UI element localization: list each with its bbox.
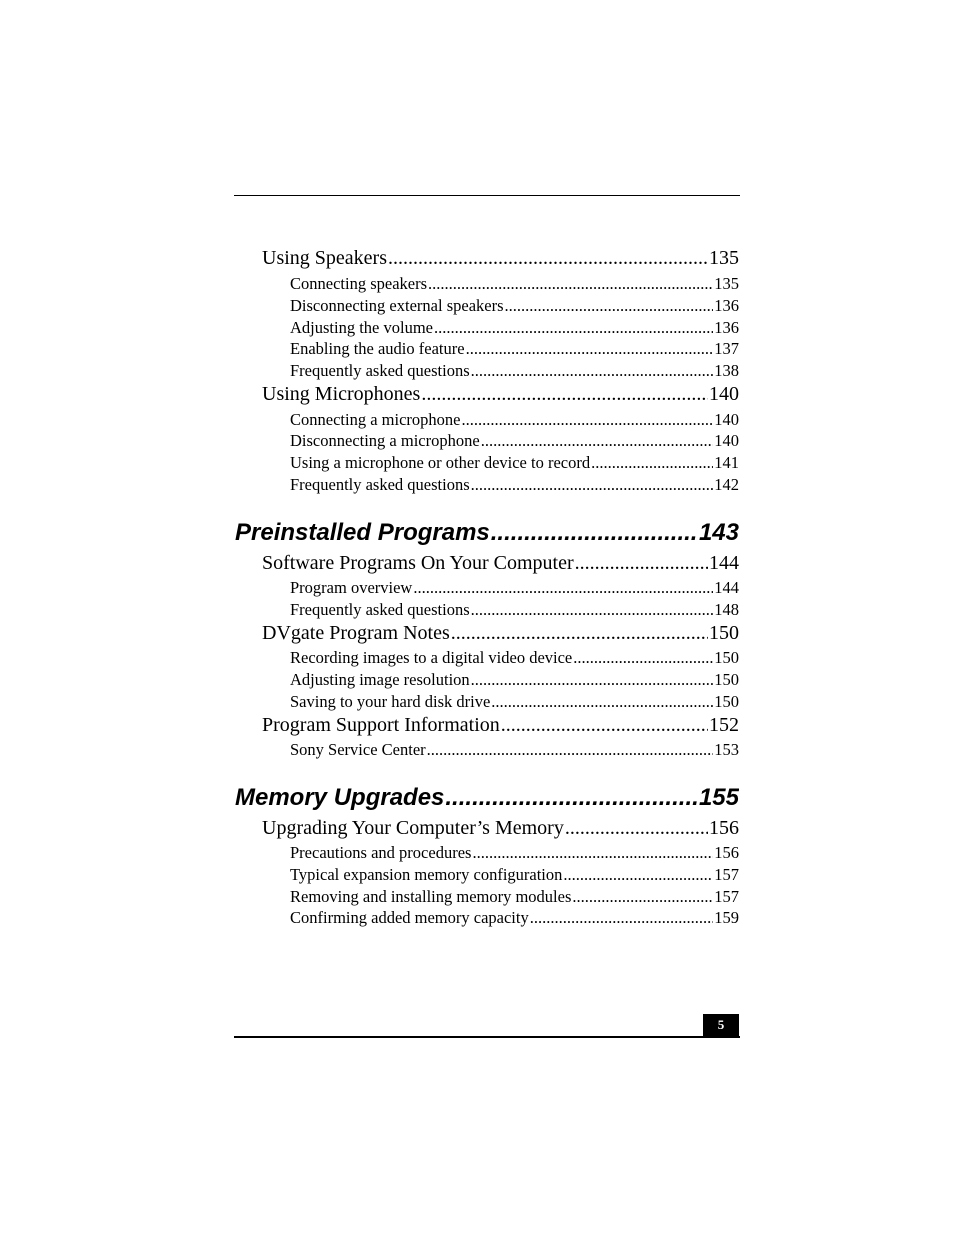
dot-leader bbox=[481, 430, 714, 451]
toc-entry-section[interactable] bbox=[262, 816, 739, 840]
dot-leader bbox=[451, 621, 708, 645]
toc-entry-title: Sony Service Center bbox=[290, 740, 426, 759]
toc-entry-page: 157 bbox=[714, 865, 739, 884]
toc-entry-page: 142 bbox=[714, 475, 739, 494]
toc-entry-subsection[interactable] bbox=[290, 577, 739, 598]
toc-entry-page: 150 bbox=[714, 692, 739, 711]
toc-entry-title: Adjusting image resolution bbox=[290, 670, 470, 689]
toc-entry-subsection[interactable] bbox=[290, 295, 739, 316]
toc-entry-subsection[interactable] bbox=[290, 739, 739, 760]
toc-entry-title: Confirming added memory capacity bbox=[290, 908, 529, 927]
page-number-badge: 5 bbox=[703, 1014, 739, 1036]
toc-entry-page: 150 bbox=[714, 648, 739, 667]
toc-entry-subsection[interactable] bbox=[290, 317, 739, 338]
toc-entry-title: Program Support Information bbox=[262, 714, 500, 736]
dot-leader bbox=[466, 338, 714, 359]
toc-entry-page: 144 bbox=[709, 552, 739, 574]
bottom-rule bbox=[234, 1036, 740, 1038]
dot-leader bbox=[461, 409, 713, 430]
toc-entry-section[interactable] bbox=[262, 246, 739, 270]
dot-leader bbox=[563, 864, 713, 885]
toc-entry-page: 140 bbox=[709, 383, 739, 405]
toc-entry-title: Memory Upgrades bbox=[235, 784, 445, 811]
dot-leader bbox=[501, 713, 708, 737]
toc-entry-title: Enabling the audio feature bbox=[290, 339, 465, 358]
toc-entry-title: Using Speakers bbox=[262, 247, 387, 269]
toc-entry-title: Frequently asked questions bbox=[290, 475, 470, 494]
toc-entry-title: Software Programs On Your Computer bbox=[262, 552, 574, 574]
toc-entry-section[interactable] bbox=[262, 382, 739, 406]
toc-entry-title: Removing and installing memory modules bbox=[290, 887, 572, 906]
toc-entry-page: 148 bbox=[714, 600, 739, 619]
toc-entry-subsection[interactable] bbox=[290, 864, 739, 885]
toc-entry-page: 137 bbox=[714, 339, 739, 358]
dot-leader bbox=[471, 599, 714, 620]
toc-entry-title: Saving to your hard disk drive bbox=[290, 692, 491, 711]
dot-leader bbox=[572, 886, 713, 907]
toc-entry-subsection[interactable] bbox=[290, 360, 739, 381]
toc-entry-title: DVgate Program Notes bbox=[262, 622, 450, 644]
toc-entry-section[interactable] bbox=[262, 551, 739, 575]
toc-entry-page: 150 bbox=[714, 670, 739, 689]
dot-leader bbox=[491, 518, 698, 548]
toc-entry-page: 156 bbox=[709, 817, 739, 839]
toc-entry-subsection[interactable] bbox=[290, 452, 739, 473]
toc-entry-title: Connecting a microphone bbox=[290, 410, 461, 429]
toc-entry-subsection[interactable] bbox=[290, 842, 739, 863]
toc-entry-title: Recording images to a digital video device bbox=[290, 648, 573, 667]
toc-entry-title: Disconnecting a microphone bbox=[290, 431, 480, 450]
toc-entry-page: 157 bbox=[714, 887, 739, 906]
dot-leader bbox=[421, 382, 708, 406]
dot-leader bbox=[471, 669, 714, 690]
toc-entry-section[interactable] bbox=[262, 621, 739, 645]
toc-entry-page: 135 bbox=[709, 247, 739, 269]
toc-entry-subsection[interactable] bbox=[290, 599, 739, 620]
toc-entry-subsection[interactable] bbox=[290, 691, 739, 712]
toc-entry-title: Precautions and procedures bbox=[290, 843, 472, 862]
dot-leader bbox=[413, 577, 713, 598]
toc-entry-page: 152 bbox=[709, 714, 739, 736]
toc-entry-title: Program overview bbox=[290, 578, 413, 597]
toc-entry-subsection[interactable] bbox=[290, 647, 739, 668]
dot-leader bbox=[573, 647, 713, 668]
toc-entry-section[interactable] bbox=[262, 713, 739, 737]
dot-leader bbox=[591, 452, 713, 473]
toc-entry-title: Frequently asked questions bbox=[290, 600, 470, 619]
toc-entry-page: 136 bbox=[714, 296, 739, 315]
toc-entry-page: 143 bbox=[698, 519, 739, 546]
toc-entry-page: 136 bbox=[714, 318, 739, 337]
toc-entry-title: Using a microphone or other device to record bbox=[290, 453, 591, 472]
toc-entry-chapter[interactable] bbox=[235, 518, 739, 548]
toc-entry-page: 138 bbox=[714, 361, 739, 380]
toc-entry-title: Disconnecting external speakers bbox=[290, 296, 504, 315]
dot-leader bbox=[505, 295, 714, 316]
dot-leader bbox=[388, 246, 708, 270]
dot-leader bbox=[427, 739, 714, 760]
toc-entry-page: 155 bbox=[698, 784, 739, 811]
toc-entry-title: Typical expansion memory configuration bbox=[290, 865, 563, 884]
dot-leader bbox=[565, 816, 708, 840]
toc-entry-page: 140 bbox=[714, 431, 739, 450]
dot-leader bbox=[575, 551, 708, 575]
toc-entry-page: 144 bbox=[714, 578, 739, 597]
toc-entry-title: Connecting speakers bbox=[290, 274, 428, 293]
toc-entry-page: 153 bbox=[714, 740, 739, 759]
dot-leader bbox=[445, 783, 698, 813]
toc-entry-chapter[interactable] bbox=[235, 783, 739, 813]
toc-entry-subsection[interactable] bbox=[290, 409, 739, 430]
toc-entry-subsection[interactable] bbox=[290, 338, 739, 359]
dot-leader bbox=[434, 317, 713, 338]
toc-entry-subsection[interactable] bbox=[290, 886, 739, 907]
dot-leader bbox=[491, 691, 713, 712]
toc-entry-page: 150 bbox=[709, 622, 739, 644]
toc-entry-title: Upgrading Your Computer’s Memory bbox=[262, 817, 564, 839]
toc-entry-title: Preinstalled Programs bbox=[235, 519, 490, 546]
top-rule bbox=[234, 195, 740, 196]
toc-entry-page: 135 bbox=[714, 274, 739, 293]
toc-entry-page: 159 bbox=[714, 908, 739, 927]
toc-entry-subsection[interactable] bbox=[290, 430, 739, 451]
toc-entry-page: 156 bbox=[714, 843, 739, 862]
toc-entry-page: 140 bbox=[714, 410, 739, 429]
dot-leader bbox=[428, 273, 713, 294]
dot-leader bbox=[530, 907, 714, 928]
dot-leader bbox=[471, 474, 714, 495]
toc-entry-subsection[interactable] bbox=[290, 273, 739, 294]
toc-entry-subsection[interactable] bbox=[290, 474, 739, 495]
dot-leader bbox=[472, 842, 713, 863]
toc-entry-subsection[interactable] bbox=[290, 907, 739, 928]
toc-entry-subsection[interactable] bbox=[290, 669, 739, 690]
toc-entry-title: Frequently asked questions bbox=[290, 361, 470, 380]
toc-entry-page: 141 bbox=[714, 453, 739, 472]
toc-entry-title: Adjusting the volume bbox=[290, 318, 433, 337]
dot-leader bbox=[471, 360, 714, 381]
toc-entry-title: Using Microphones bbox=[262, 383, 421, 405]
